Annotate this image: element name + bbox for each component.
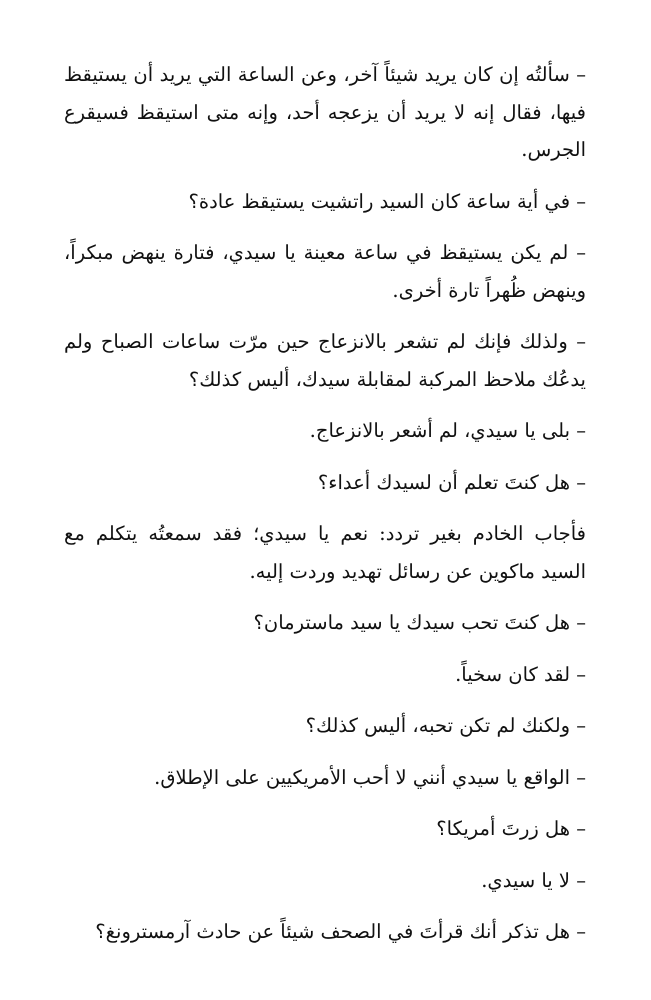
paragraph: – في أية ساعة كان السيد راتشيت يستيقظ عادة؟ [188,189,586,213]
paragraph: – الواقع يا سيدي أنني لا أحب الأمريكيين على الإطلاق. [154,765,586,789]
paragraph: – ولذلك فإنك لم تشعر بالانزعاج حين مرّت ساعات الصباح ولم يدعُك ملاحظ المركبة لمقابلة سيدك، أليس كذلك؟ [64,330,586,391]
paragraph: – بلى يا سيدي، لم أشعر بالانزعاج. [309,419,586,442]
paragraph: فأجاب الخادم بغير تردد: نعم يا سيدي؛ فقد سمعتُه يتكلم مع السيد ماكوين عن رسائل تهديد وردت إليه. [64,522,586,583]
paragraph: – هل كنتَ تحب سيدك يا سيد ماسترمان؟ [253,611,586,634]
paragraph: – لقد كان سخياً. [455,662,586,686]
paragraph: – لا يا سيدي. [481,868,586,892]
paragraph: – ولكنك لم تكن تحبه، أليس كذلك؟ [305,714,586,737]
paragraph: – لم يكن يستيقظ في ساعة معينة يا سيدي، فتارة ينهض مبكراً، وينهض ظُهراً تارة أخرى. [64,241,586,302]
paragraph: – هل زرتَ أمريكا؟ [436,817,586,840]
paragraph: – سألتُه إن كان يريد شيئاً آخر، وعن الساعة التي يريد أن يستيقظ فيها، فقال إنه لا يريد أن يزعجه أحد، وإنه متى استيقظ فسيقرع الجرس. [64,63,586,161]
paragraph: – هل كنتَ تعلم أن لسيدك أعداء؟ [317,470,586,494]
paragraph: – هل تذكر أنك قرأتَ في الصحف شيئاً عن حادث آرمسترونغ؟ [95,920,586,943]
book-page [64,56,586,965]
